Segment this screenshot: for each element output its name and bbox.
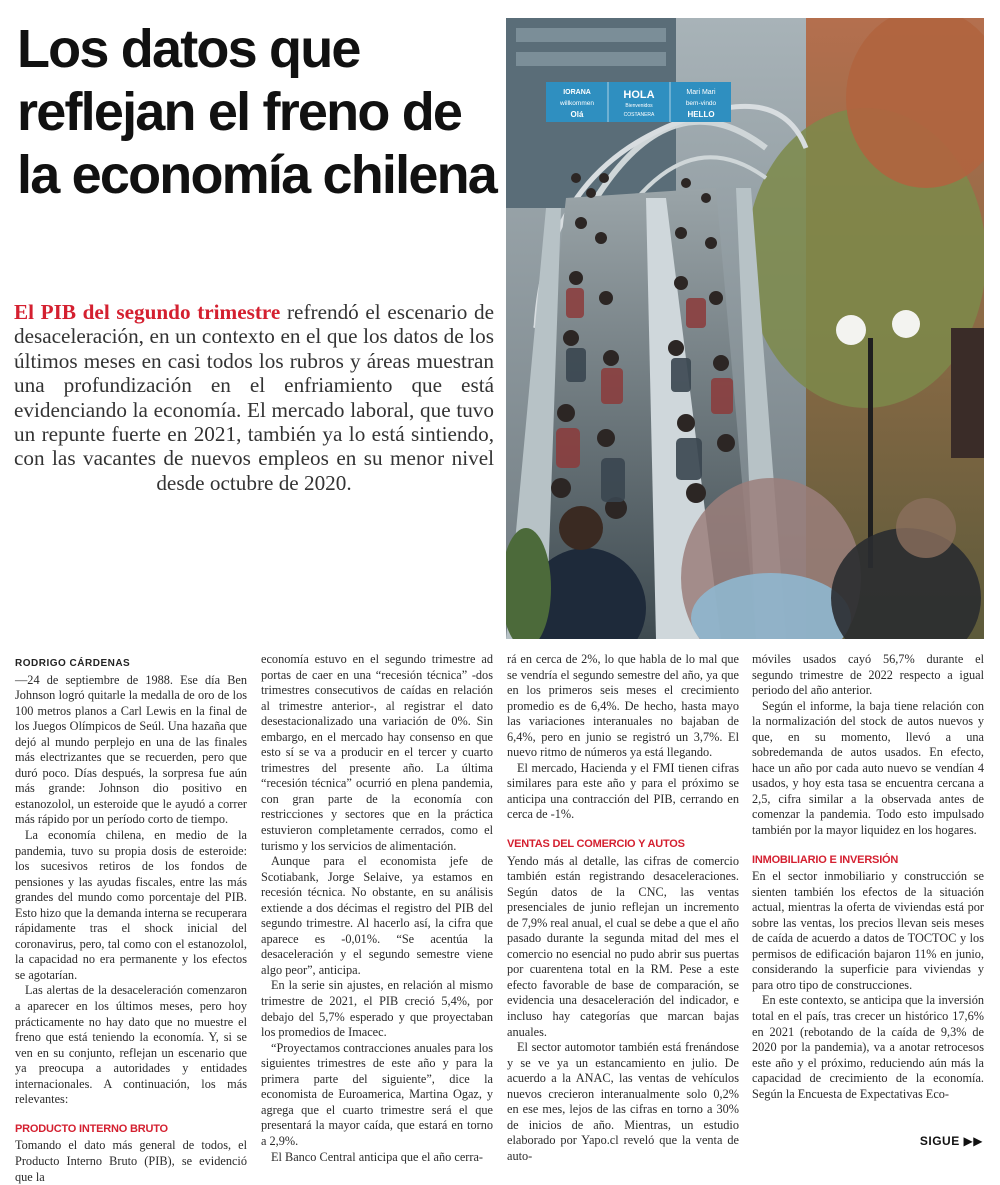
- paragraph: Según el informe, la baja tiene relación con la normalización del stock de autos nuevos y que, en su momento, llevó a una sobredemanda de autos usados. En efecto, hace un año por cada auto nuevo se vendían 4 usados, y hoy esta tasa se encuentra cercana a 2,5, cifra similar a la observada antes de comenzar la pandemia. Todo esto impulsado también por la mayor liquidez en los hogares.: [752, 698, 984, 838]
- paragraph: rá en cerca de 2%, lo que habla de lo mal que se vendría el segundo semestre del año, ya que en los primeros seis meses el crecimiento promedio es de 6,4%. De hecho, hasta mayo las variaciones interanuales no bajaban de 6,4%, pero en junio se registró un 3,7%. El nuevo ritmo de números ya está llegando.: [507, 652, 739, 760]
- sign-word-8: COSTANERA: [623, 112, 655, 118]
- sign-word-4: willkommen: [560, 100, 594, 107]
- paragraph: economía estuvo en el segundo trimestre ad portas de caer en una “recesión técnica” -dos trimestres consecutivos de caídas en relación al trimestre anterior-, al registrar el dato desestacionalizado una variación de 0%. Sin embargo, en el mercado hay consenso en que esto sí se va a producir en el tercer y cuarto trimestres del presente año. La última “recesión técnica” ocurrió en plena pandemia, con gran parte de la economía con restricciones y sectores que en la práctica estuvieron completamente cerrados, como el turismo y los servicios de alimentación.: [261, 652, 493, 853]
- column-4: [752, 652, 984, 1102]
- paragraph: Las alertas de la desaceleración comenzaron a aparecer en los últimos meses, pero hoy prácticamente no hay dato que no muestre el freno que está teniendo la economía. Y, si se ven en su conjunto, reflejan un escenario que ya preocupa a autoridades y entidades internacionales. A continuación, los más relevantes:: [15, 983, 247, 1107]
- photo-escalator-crowd: [506, 18, 984, 639]
- paragraph: móviles usados cayó 56,7% durante el segundo trimestre de 2022 respecto a igual periodo del año anterior.: [752, 652, 984, 698]
- paragraph: En el sector inmobiliario y construcción se sienten también los efectos de la situación actual, mientras la oferta de viviendas está por sobre las ventas, los precios llevan seis meses de caída de acuerdo a datos de TOCTOC y los permisos de edificación bajaron 11% en junio, considerando la superficie para viviendas y para otro tipo de construcciones.: [752, 869, 984, 992]
- paragraph: En este contexto, se anticipa que la inversión total en el país, tras crecer un histórico 17,6% en 2021 (rebotando de la caída de 9,3% de 2020 por la pandemia), va a anotar retrocesos este año y el próximo, reduciendo aún más la capacidad de crecimiento de la economía. Según la Encuesta de Expectativas Eco-: [752, 993, 984, 1101]
- paragraph: Yendo más al detalle, las cifras de comercio también están registrando desaceleraciones. Según datos de la CNC, las ventas presenciales de junio reflejan un incremento de 7,9% real anual, el cual se debe a que el año pasado durante la segunda mitad del mes el comercio no esencial no pudo abrir sus puertas por cuarentena total en la RM. Pese a este efecto favorable de base de comparación, se evidencia una desaceleración del indicador, e incluso hay categorías que marcan bajas anuales.: [507, 853, 739, 1039]
- column-1: [15, 652, 247, 1185]
- paragraph: El sector automotor también está frenándose y se ve ya un estancamiento en julio. De acuerdo a la ANAC, las ventas de vehículos nuevos crecieron interanualmente solo 0,2% en ese mes, lejos de las cifras en torno a 30% de inicios de año. Mientras, un estudio elaborado por Yapo.cl reveló que la venta de auto-: [507, 1040, 739, 1163]
- continue-marker: SIGUE ▶▶: [919, 1134, 983, 1148]
- paragraph: El Banco Central anticipa que el año cerra-: [271, 1149, 484, 1164]
- headline: Los datos que reflejan el freno de la economía chilena: [17, 19, 496, 205]
- lead-text: refrendó el escenario de desaceleración, en un contexto en el que los datos de los últimos meses en casi todos los rubros y áreas muestran una profundización en el enfriamiento que está evidenciando la economía. El mercado laboral, que tuvo un repunte fuerte en 2021, también ya lo está sintiendo, con las vacantes de nuevos empleos en su menor nivel desde octubre de 2020.: [14, 300, 494, 495]
- lead-highlight: El PIB del segundo trimestre: [14, 300, 281, 324]
- paragraph: —24 de septiembre de 1988. Ese día Ben Johnson logró quitarle la medalla de oro de los 100 metros planos a Carl Lewis en la final de los Juegos Olímpicos de Seúl. Una hazaña que dejó al mundo perplejo en una de las finales más electrizantes que se recuerden, pero que duró poco. Días después, la sorpresa fue aún más grande: Johnson dio positivo en estanozolol, un esteroide que le ayudó a correr más rápido por un período corto de tiempo.: [15, 672, 247, 827]
- paragraph: El mercado, Hacienda y el FMI tienen cifras similares para este año y para el próximo se anticipa una contracción del PIB, cerrando en cerca de -1%.: [507, 760, 739, 822]
- section-heading-pib: PRODUCTO INTERNO BRUTO: [15, 1122, 168, 1135]
- sign-word-7: Olá: [570, 110, 584, 119]
- paragraph: “Proyectamos contracciones anuales para los siguientes trimestres de este año y para la primera parte del siguiente”, dice la economista de Euroamerica, Martina Ogaz, y agrega que el cuarto trimestre será el que presentará la mayor caída, que estará en torno a 2,9%.: [261, 1040, 493, 1148]
- paragraph: En la serie sin ajustes, en relación al mismo trimestre de 2021, el PIB creció 5,4%, por debajo del 5,7% esperado y que proyectaban los promedios de Imacec.: [261, 978, 493, 1040]
- paragraph: Aunque para el economista jefe de Scotiabank, Jorge Selaive, ya estamos en recesión técnica. No obstante, en su análisis extiende a dos décimas el registro del PIB del segundo trimestre. Al hacerlo así, la cifra que aparece es -0,01%. “Se acentúa la desaceleración y el segundo semestre viene algo peor”, anticipa.: [261, 854, 493, 977]
- sign-word-2: HOLA: [623, 89, 655, 101]
- section-heading-comercio: VENTAS DEL COMERCIO Y AUTOS: [507, 838, 685, 851]
- paragraph: Tomando el dato más general de todos, el Producto Interno Bruto (PIB), se evidenció que la: [15, 1138, 247, 1184]
- byline: RODRIGO CÁRDENAS: [15, 658, 131, 669]
- sign-word-1: IORANA: [563, 89, 591, 96]
- sign-word-9: HELLO: [687, 110, 715, 119]
- column-2: [261, 652, 493, 1165]
- sign-word-5: Bienvenidos: [625, 103, 653, 109]
- sign-word-3: Mari Mari: [686, 89, 716, 96]
- column-3: [507, 652, 739, 1165]
- paragraph: La economía chilena, en medio de la pandemia, tuvo su propia dosis de esteroide: los sucesivos retiros de los fondos de pensiones y las ayudas fiscales, entre las más grandes del mundo como porcentaje del PIB. Esto hizo que la demanda interna se recuperara rápidamente tras el shock inicial del coronavirus, pero, tal como con el estanozolol, la capacidad no era permanente y los efectos se agotarían.: [15, 828, 247, 982]
- lead-paragraph: [14, 300, 494, 495]
- sign-word-6: bem-vindo: [685, 100, 717, 107]
- section-heading-inmobiliario: INMOBILIARIO E INVERSIÓN: [752, 853, 899, 866]
